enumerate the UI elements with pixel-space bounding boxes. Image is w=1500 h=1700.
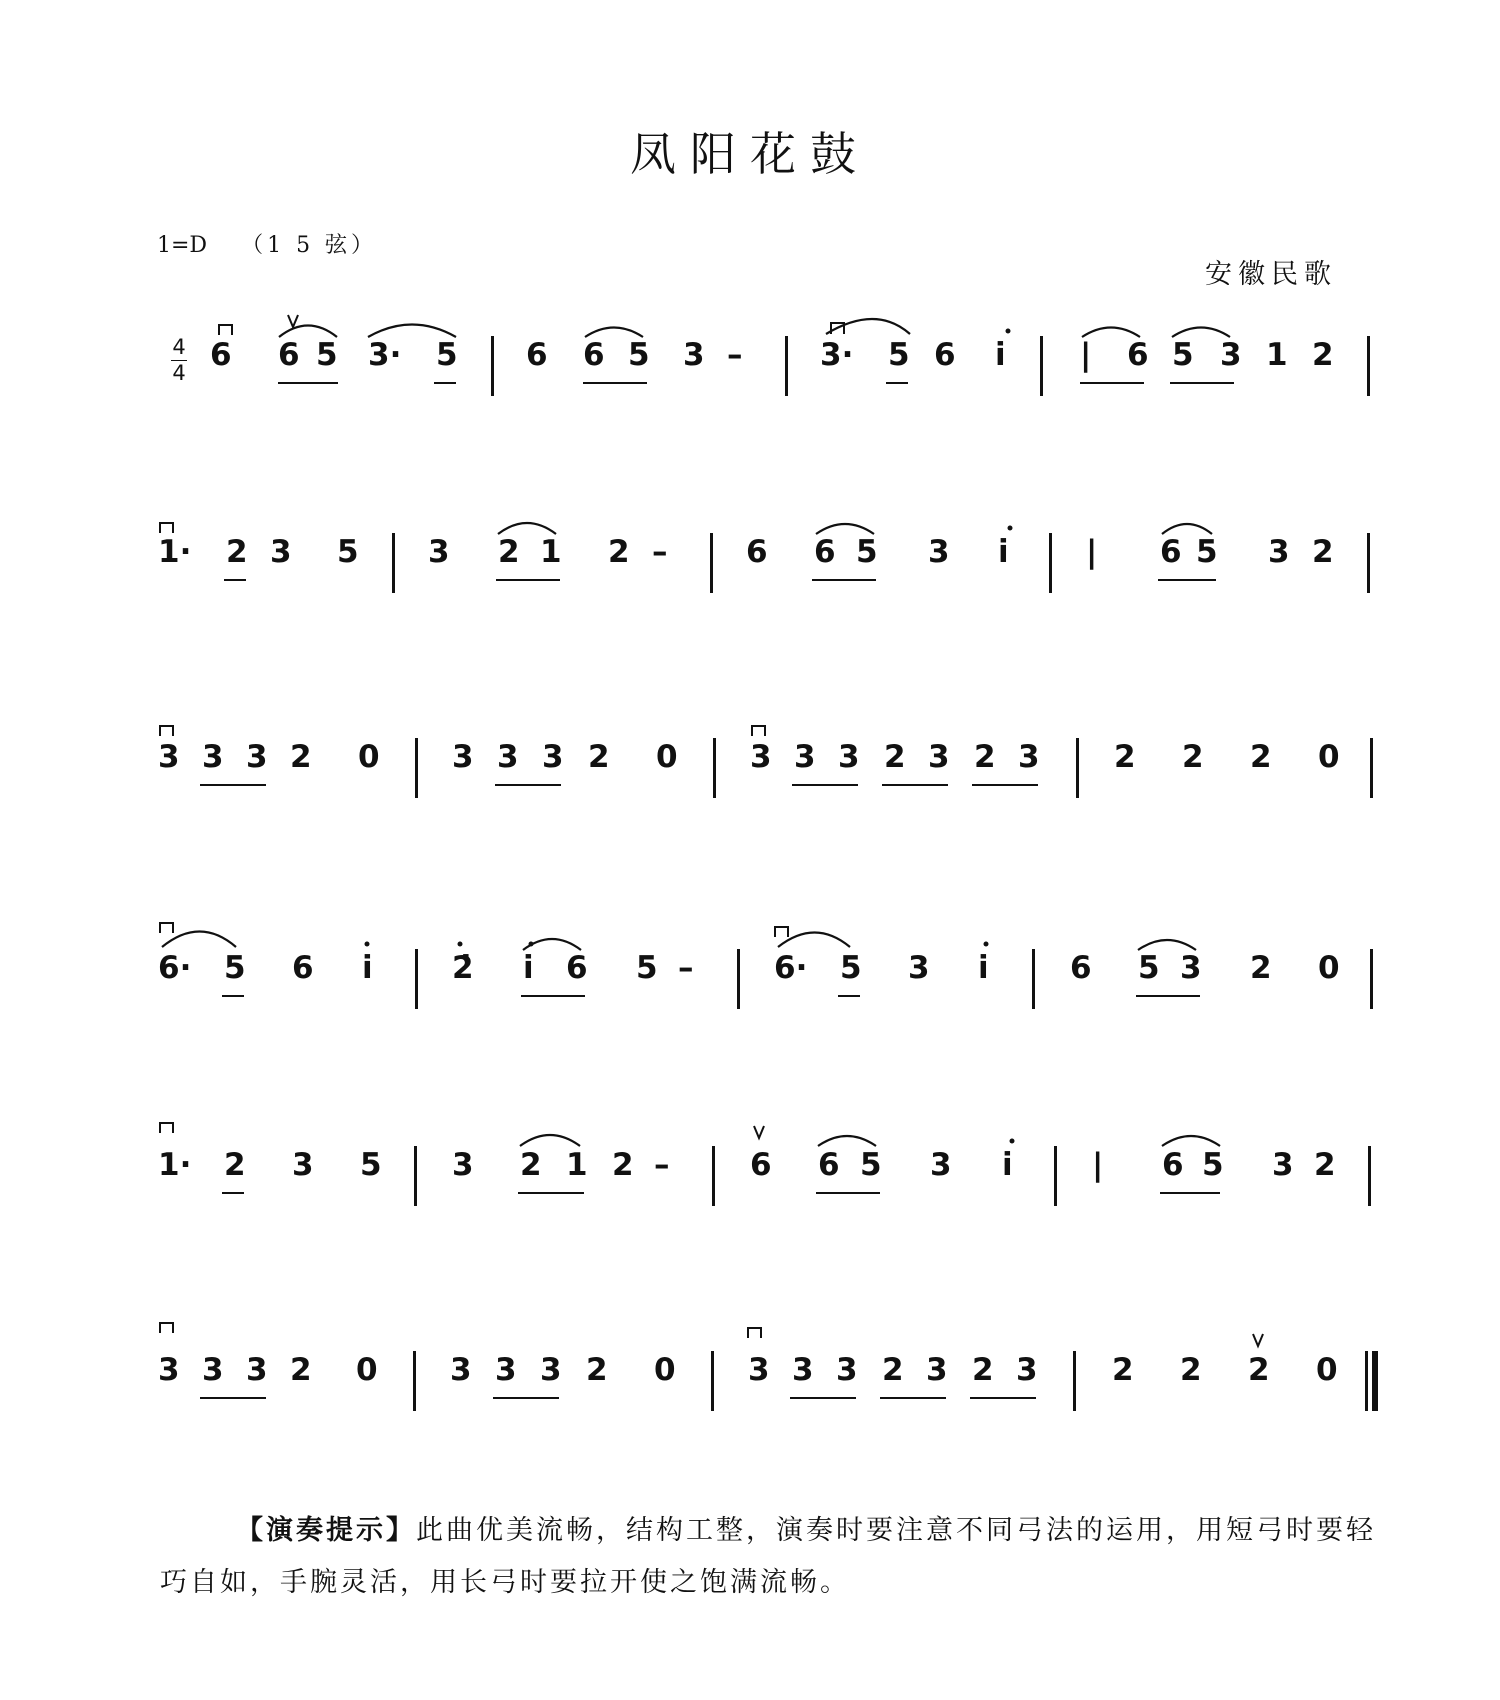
note: 2 [588, 739, 610, 775]
hint-label: 【演奏提示】 [236, 1515, 416, 1546]
underline [1158, 579, 1216, 581]
high-octave-dot [458, 942, 463, 947]
note: 2 [608, 534, 630, 570]
note: 3 [497, 739, 519, 775]
note: 2 [1182, 739, 1204, 775]
time-signature-top: 4 [172, 335, 186, 359]
note: 5 [316, 337, 338, 373]
note: 2 [974, 739, 996, 775]
note: 3 [1220, 337, 1242, 373]
slur [1172, 328, 1230, 338]
note: 5 [436, 337, 458, 373]
down-bow-mark [160, 726, 173, 736]
note: – [678, 950, 694, 986]
up-bow-mark [288, 315, 298, 327]
slur [816, 524, 874, 534]
high-octave-dot [984, 942, 989, 947]
note: 3 [930, 1147, 952, 1183]
barline [711, 1351, 714, 1411]
note: 3 [750, 739, 772, 775]
note: – [727, 337, 743, 373]
note: 5 [337, 534, 359, 570]
underline [880, 1397, 946, 1399]
note: 3 [748, 1352, 770, 1388]
barline [1032, 949, 1035, 1009]
barline [1367, 533, 1370, 593]
note: 0 [656, 739, 678, 775]
underline [434, 382, 456, 384]
note: 6 [750, 1147, 772, 1183]
note: 6· [158, 950, 192, 986]
key-signature [157, 228, 377, 259]
down-bow-mark [160, 1323, 173, 1333]
down-bow-mark [219, 325, 232, 335]
note: 3 [926, 1352, 948, 1388]
high-octave-dot [529, 942, 534, 947]
down-bow-mark [752, 726, 765, 736]
note: 2 [612, 1147, 634, 1183]
slur [585, 328, 643, 338]
note: 3 [792, 1352, 814, 1388]
note: 2 [520, 1147, 542, 1183]
string-tuning: （1 5 弦） [241, 233, 378, 258]
note: 5 [1138, 950, 1160, 986]
note: 3 [246, 739, 268, 775]
final-barline-thick [1372, 1351, 1378, 1411]
underline [222, 995, 244, 997]
note: – [652, 534, 668, 570]
note: 6 [278, 337, 300, 373]
note: 3 [540, 1352, 562, 1388]
underline [1136, 995, 1200, 997]
note: 5 [224, 950, 246, 986]
note: 3 [450, 1352, 472, 1388]
note: 5 [1172, 337, 1194, 373]
note: 6· [774, 950, 808, 986]
underline [812, 579, 876, 581]
underline [200, 1397, 266, 1399]
note: 3 [1180, 950, 1202, 986]
barline [413, 1351, 416, 1411]
note: 6 [1127, 337, 1149, 373]
song-title: 凤阳花鼓 [630, 127, 870, 181]
up-bow-mark [754, 1126, 764, 1138]
note: 2 [1250, 739, 1272, 775]
note: 6 [814, 534, 836, 570]
high-octave-dot [1006, 329, 1011, 334]
underline [200, 784, 266, 786]
note: 3 [202, 739, 224, 775]
note: 5 [628, 337, 650, 373]
key-label: 1=D [157, 233, 208, 258]
slur [1162, 1136, 1220, 1146]
note: 3 [928, 534, 950, 570]
barline [1076, 738, 1079, 798]
note: 6 [934, 337, 956, 373]
down-bow-mark [831, 323, 844, 334]
score-line-3 [0, 739, 1500, 775]
down-bow-mark [160, 1123, 173, 1133]
note: 2 [586, 1352, 608, 1388]
slur [778, 933, 850, 948]
note: 2̇ [452, 950, 474, 986]
note: 3 [158, 1352, 180, 1388]
underline [1080, 382, 1144, 384]
underline [495, 784, 561, 786]
barline [1370, 949, 1373, 1009]
note: 3· [368, 337, 402, 373]
note: 6 [1160, 534, 1182, 570]
performance-hint [160, 1505, 1380, 1609]
down-bow-mark [160, 523, 173, 533]
hint-text: 此曲优美流畅，结构工整，演奏时要注意不同弓法的运用，用短弓时要轻巧自如，手腕灵活，用长弓时要拉开使之饱满流畅。 [160, 1515, 1376, 1598]
note: 0 [356, 1352, 378, 1388]
barline [414, 1146, 417, 1206]
note: 3 [292, 1147, 314, 1183]
note: 2 [1248, 1352, 1270, 1388]
note: 3 [452, 739, 474, 775]
underline [882, 784, 948, 786]
note: 1· [158, 534, 192, 570]
note: 2 [498, 534, 520, 570]
note: – [654, 1147, 670, 1183]
note: 0 [358, 739, 380, 775]
barline [415, 738, 418, 798]
note: 5 [860, 1147, 882, 1183]
note: 1 [540, 534, 562, 570]
barline [1054, 1146, 1057, 1206]
slur [1162, 524, 1212, 534]
underline [790, 1397, 856, 1399]
underline [583, 382, 647, 384]
note: | [1092, 1147, 1104, 1183]
note: 2 [290, 1352, 312, 1388]
note: 1 [566, 1147, 588, 1183]
note: 2 [1114, 739, 1136, 775]
note: 3 [158, 739, 180, 775]
note: i̇ [1002, 1147, 1013, 1183]
note: 5 [888, 337, 910, 373]
barline [713, 738, 716, 798]
slur [520, 1135, 580, 1146]
note: 2 [882, 1352, 904, 1388]
note: 5 [636, 950, 658, 986]
underline [972, 784, 1038, 786]
barline [737, 949, 740, 1009]
barline [710, 533, 713, 593]
note: 6 [818, 1147, 840, 1183]
note: i̇ [978, 950, 989, 986]
note: 3 [202, 1352, 224, 1388]
note: 2 [1312, 534, 1334, 570]
slur [826, 319, 910, 334]
note: | [1080, 337, 1092, 373]
note: 1· [158, 1147, 192, 1183]
barline [785, 336, 788, 396]
note: 3 [452, 1147, 474, 1183]
time-signature-bottom: 4 [172, 361, 186, 385]
barline [1370, 738, 1373, 798]
slur [1082, 328, 1140, 338]
note: 3 [246, 1352, 268, 1388]
underline [493, 1397, 559, 1399]
note: 2 [1312, 337, 1334, 373]
score-line-4 [0, 950, 1500, 986]
barline [712, 1146, 715, 1206]
underline [816, 1192, 880, 1194]
note: 2 [1314, 1147, 1336, 1183]
note: i̇ [998, 534, 1009, 570]
barline [1368, 1146, 1371, 1206]
barline [1073, 1351, 1076, 1411]
note: 2 [290, 739, 312, 775]
slur [498, 523, 556, 534]
underline [838, 995, 860, 997]
slur [1138, 940, 1196, 950]
high-octave-dot [365, 942, 370, 947]
slur [368, 325, 456, 338]
note: 5 [1202, 1147, 1224, 1183]
note: 3· [820, 337, 854, 373]
note: | [1086, 534, 1098, 570]
barline [392, 533, 395, 593]
song-origin: 安徽民歌 [1205, 259, 1337, 290]
note: 0 [654, 1352, 676, 1388]
barline [415, 949, 418, 1009]
note: 0 [1318, 739, 1340, 775]
note: 2 [224, 1147, 246, 1183]
underline [792, 784, 858, 786]
slur [523, 939, 581, 950]
note: 3 [794, 739, 816, 775]
high-octave-dot [1010, 1139, 1015, 1144]
underline [496, 579, 560, 581]
underline [278, 382, 338, 384]
note: i̇ [995, 337, 1006, 373]
note: 3 [1018, 739, 1040, 775]
note: 5 [856, 534, 878, 570]
note: 2 [972, 1352, 994, 1388]
note: 3 [428, 534, 450, 570]
note: 2 [226, 534, 248, 570]
note: 6 [746, 534, 768, 570]
note: 3 [270, 534, 292, 570]
note: 3 [928, 739, 950, 775]
note: 0 [1316, 1352, 1338, 1388]
underline [224, 579, 246, 581]
note: 3 [542, 739, 564, 775]
note: 3 [495, 1352, 517, 1388]
score-line-1 [0, 337, 1500, 373]
score-line-5 [0, 1147, 1500, 1183]
slur [162, 932, 236, 948]
underline [518, 1192, 584, 1194]
up-bow-mark [1253, 1334, 1263, 1346]
underline [970, 1397, 1036, 1399]
barline [1367, 336, 1370, 396]
note: 6 [1162, 1147, 1184, 1183]
barline [1049, 533, 1052, 593]
note: 3 [836, 1352, 858, 1388]
note: 3 [1016, 1352, 1038, 1388]
underline [521, 995, 585, 997]
underline [1160, 1192, 1220, 1194]
final-barline-thin [1365, 1351, 1368, 1411]
note: 5 [360, 1147, 382, 1183]
note: 2 [884, 739, 906, 775]
note: 0 [1318, 950, 1340, 986]
underline [1170, 382, 1234, 384]
score-line-6 [0, 1352, 1500, 1388]
underline [222, 1192, 244, 1194]
down-bow-mark [748, 1328, 761, 1338]
time-signature [171, 337, 187, 384]
high-octave-dot [1008, 526, 1013, 531]
note: 3 [908, 950, 930, 986]
note: 6 [292, 950, 314, 986]
barline [1040, 336, 1043, 396]
note: 2 [1250, 950, 1272, 986]
score-line-2 [0, 534, 1500, 570]
note: 6 [566, 950, 588, 986]
note: 3 [1268, 534, 1290, 570]
underline [886, 382, 908, 384]
note: 6 [526, 337, 548, 373]
down-bow-mark [160, 923, 173, 933]
note: i̇ [523, 950, 534, 986]
note: 3 [1272, 1147, 1294, 1183]
note: 1 [1266, 337, 1288, 373]
note: 2 [1180, 1352, 1202, 1388]
note: 6 [583, 337, 605, 373]
note: 3 [838, 739, 860, 775]
barline [491, 336, 494, 396]
down-bow-mark [775, 927, 788, 937]
note: 5 [1196, 534, 1218, 570]
note: i̇ [362, 950, 373, 986]
note: 2 [1112, 1352, 1134, 1388]
note: 6 [1070, 950, 1092, 986]
note: 6 [210, 337, 232, 373]
note: 3 [683, 337, 705, 373]
slur [279, 326, 337, 338]
slur [818, 1136, 876, 1146]
note: 5 [840, 950, 862, 986]
